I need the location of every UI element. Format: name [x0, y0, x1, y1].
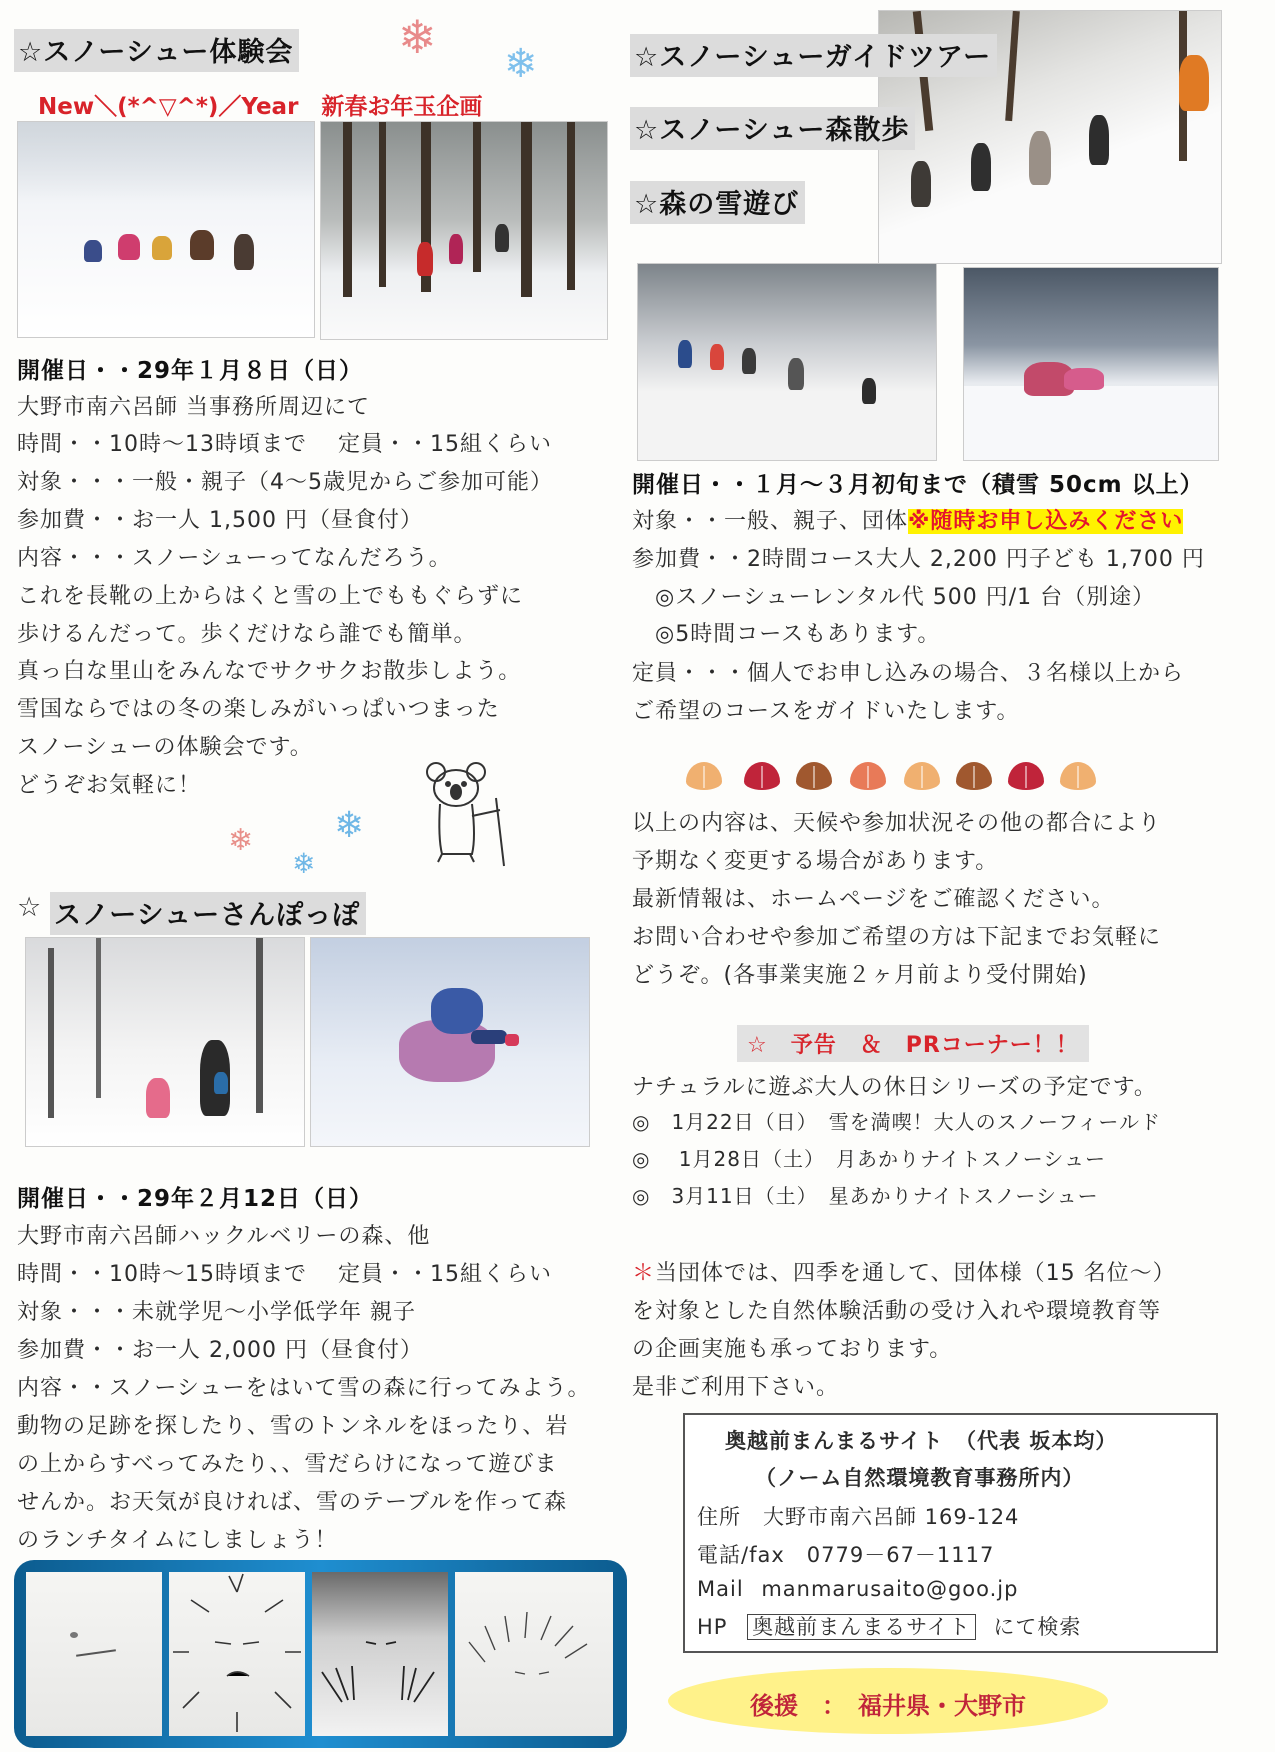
sponsor-text: 後援 ： 福井県・大野市 [750, 1692, 1026, 1720]
notice-line: 以上の内容は、天候や参加状況その他の都合により [632, 811, 1162, 836]
contact-mail [697, 1577, 1018, 1601]
section1-line: 歩けるんだって。歩くだけなら誰でも簡単。 [17, 622, 477, 647]
section3-line: ◎スノーシューレンタル代 500 円/1 台（別途） [632, 585, 1156, 610]
photo-snow-forest [320, 121, 608, 340]
autumn-leaf-icon [796, 762, 832, 790]
snowflake-icon: ❄ [334, 805, 365, 846]
section3-line: ◎5時間コースもあります。 [632, 622, 941, 647]
pr-group-line [632, 1256, 1176, 1287]
autumn-leaf-icon [1008, 762, 1044, 790]
section3-line: ご希望のコースをガイドいたします。 [632, 699, 1020, 724]
section1-line: スノーシューの体験会です。 [17, 735, 313, 760]
section1-line: 時間・・10時～13時頃まで 定員・・15組くらい [17, 432, 552, 457]
section3-target-highlight: ※随時お申し込みください [908, 509, 1184, 534]
section2-line: のランチタイムにしましょう！ [17, 1528, 338, 1553]
notice-line: 予期なく変更する場合があります。 [632, 849, 999, 874]
contact-sub: （ノーム自然環境教育事務所内） [755, 1466, 1085, 1490]
section3-heading-1: ☆スノーシューガイドツアー [630, 34, 997, 77]
photo-snow-play [17, 121, 315, 338]
pr-intro: ナチュラルに遊ぶ大人の休日シリーズの予定です。 [632, 1075, 1157, 1100]
photo-snow-trees-kids [25, 937, 305, 1147]
snowflake-icon: ❄ [398, 10, 437, 64]
pr-group-line: 是非ご利用下さい。 [632, 1375, 840, 1400]
autumn-leaf-icon [956, 762, 992, 790]
notice-line: どうぞ。(各事業実施２ヶ月前より受付開始) [632, 963, 1088, 988]
snowflake-icon: ❄ [504, 41, 538, 87]
pr-group-line: を対象とした自然体験活動の受け入れや環境教育等 [632, 1299, 1162, 1324]
notice-line: お問い合わせや参加ご希望の方は下記までお気軽に [632, 925, 1162, 950]
autumn-leaf-icon [1060, 762, 1096, 790]
section1-date: 開催日・・29年１月８日（日） [17, 358, 364, 384]
pr-group-text: 当団体では、四季を通して、団体様（15 名位～） [655, 1261, 1176, 1286]
section2-line: 内容・・スノーシューをはいて雪の森に行ってみよう。 [17, 1376, 591, 1401]
section2-line: 時間・・10時～15時頃まで 定員・・15組くらい [17, 1262, 552, 1287]
section1-line: 内容・・・スノーシューってなんだろう。 [17, 546, 452, 571]
hp-label: HP [697, 1615, 728, 1639]
hp-suffix: にて検索 [993, 1615, 1082, 1639]
section3-date: 開催日・・１月～３月初旬まで（積雪 50cm 以上） [632, 472, 1204, 498]
pr-event: ◎ 1月22日（日） 雪を満喫！大人のスノーフィールド [632, 1110, 1162, 1134]
koala-illustration [412, 758, 524, 870]
section2-heading-star: ☆ [17, 892, 42, 923]
section3-line: 定員・・・個人でお申し込みの場合、３名様以上から [632, 661, 1185, 686]
section2-line: 大野市南六呂師ハックルベリーの森、他 [17, 1224, 431, 1249]
hp-search-box[interactable]: 奥越前まんまるサイト [747, 1614, 976, 1640]
section1-subtitle: New＼(*^▽^*)／Year 新春お年玉企画 [38, 94, 483, 120]
section3-line: 参加費・・2時間コース大人 2,200 円子ども 1,700 円 [632, 547, 1205, 572]
pr-event: ◎ 1月28日（土） 月あかりナイトスノーシュー [632, 1147, 1106, 1171]
section1-line: 雪国ならではの冬の楽しみがいっぱいつまった [17, 697, 500, 722]
section2-date: 開催日・・29年２月12日（日） [17, 1186, 374, 1212]
section1-line: 参加費・・お一人 1,500 円（昼食付） [17, 508, 423, 533]
photo-snow-face [169, 1572, 305, 1736]
section3-heading-2: ☆スノーシュー森散歩 [630, 107, 915, 150]
section1-line: どうぞお気軽に！ [17, 773, 202, 798]
sponsor-ellipse [668, 1668, 1108, 1734]
photo-snow-face [455, 1572, 613, 1736]
section2-line: の上からすべってみたり、、雪だらけになって遊びま [17, 1452, 558, 1477]
section2-line: 動物の足跡を探したり、雪のトンネルをほったり、岩 [17, 1414, 569, 1439]
autumn-leaf-icon [686, 762, 722, 790]
contact-phone: 電話/fax 0779－67－1117 [697, 1543, 995, 1567]
mail-label: Mail [697, 1577, 744, 1601]
section2-line: 参加費・・お一人 2,000 円（昼食付） [17, 1338, 423, 1363]
autumn-leaf-icon [850, 762, 886, 790]
photo-banner [14, 1560, 627, 1748]
snowflake-icon: ❄ [228, 823, 254, 858]
section3-target [632, 504, 1183, 535]
section2-line: せんか。お天気が良ければ、雪のテーブルを作って森 [17, 1490, 568, 1515]
photo-sledding [963, 267, 1219, 461]
photo-snow-face [26, 1572, 162, 1736]
section3-target-prefix: 対象・・一般、親子、団体 [632, 509, 909, 534]
section1-line: 大野市南六呂師 当事務所周辺にて [17, 395, 370, 420]
mail-address[interactable]: manmarusaito@goo.jp [761, 1577, 1019, 1601]
section1-line: 真っ白な里山をみんなでサクサクお散歩しよう。 [17, 659, 522, 684]
section1-heading: ☆スノーシュー体験会 [14, 29, 299, 72]
section1-line: 対象・・・一般・親子（4～5歳児からご参加可能） [17, 470, 553, 495]
photo-snow-face [312, 1572, 448, 1736]
contact-hp [697, 1611, 1081, 1641]
contact-address: 住所 大野市南六呂師 169-124 [697, 1505, 1020, 1529]
section3-heading-3: ☆森の雪遊び [630, 181, 805, 224]
section1-line: これを長靴の上からはくと雪の上でももぐらずに [17, 584, 524, 609]
pr-heading: ☆ 予告 ＆ PRコーナー！！ [737, 1025, 1089, 1062]
asterisk-mark: ＊ [632, 1261, 656, 1286]
contact-org: 奥越前まんまるサイト （代表 坂本均） [725, 1429, 1118, 1453]
photo-snow-angel [310, 937, 590, 1147]
pr-group-line: の企画実施も承っております。 [632, 1337, 953, 1362]
snowflake-icon: ❄ [292, 847, 316, 880]
photo-group-walk [637, 263, 937, 461]
contact-box [683, 1413, 1218, 1653]
section2-heading: スノーシューさんぽっぽ [50, 892, 366, 935]
notice-line: 最新情報は、ホームページをご確認ください。 [632, 887, 1115, 912]
autumn-leaf-icon [904, 762, 940, 790]
autumn-leaf-icon [744, 762, 780, 790]
pr-event: ◎ 3月11日（土） 星あかりナイトスノーシュー [632, 1184, 1099, 1208]
section2-line: 対象・・・未就学児～小学低学年 親子 [17, 1300, 416, 1325]
